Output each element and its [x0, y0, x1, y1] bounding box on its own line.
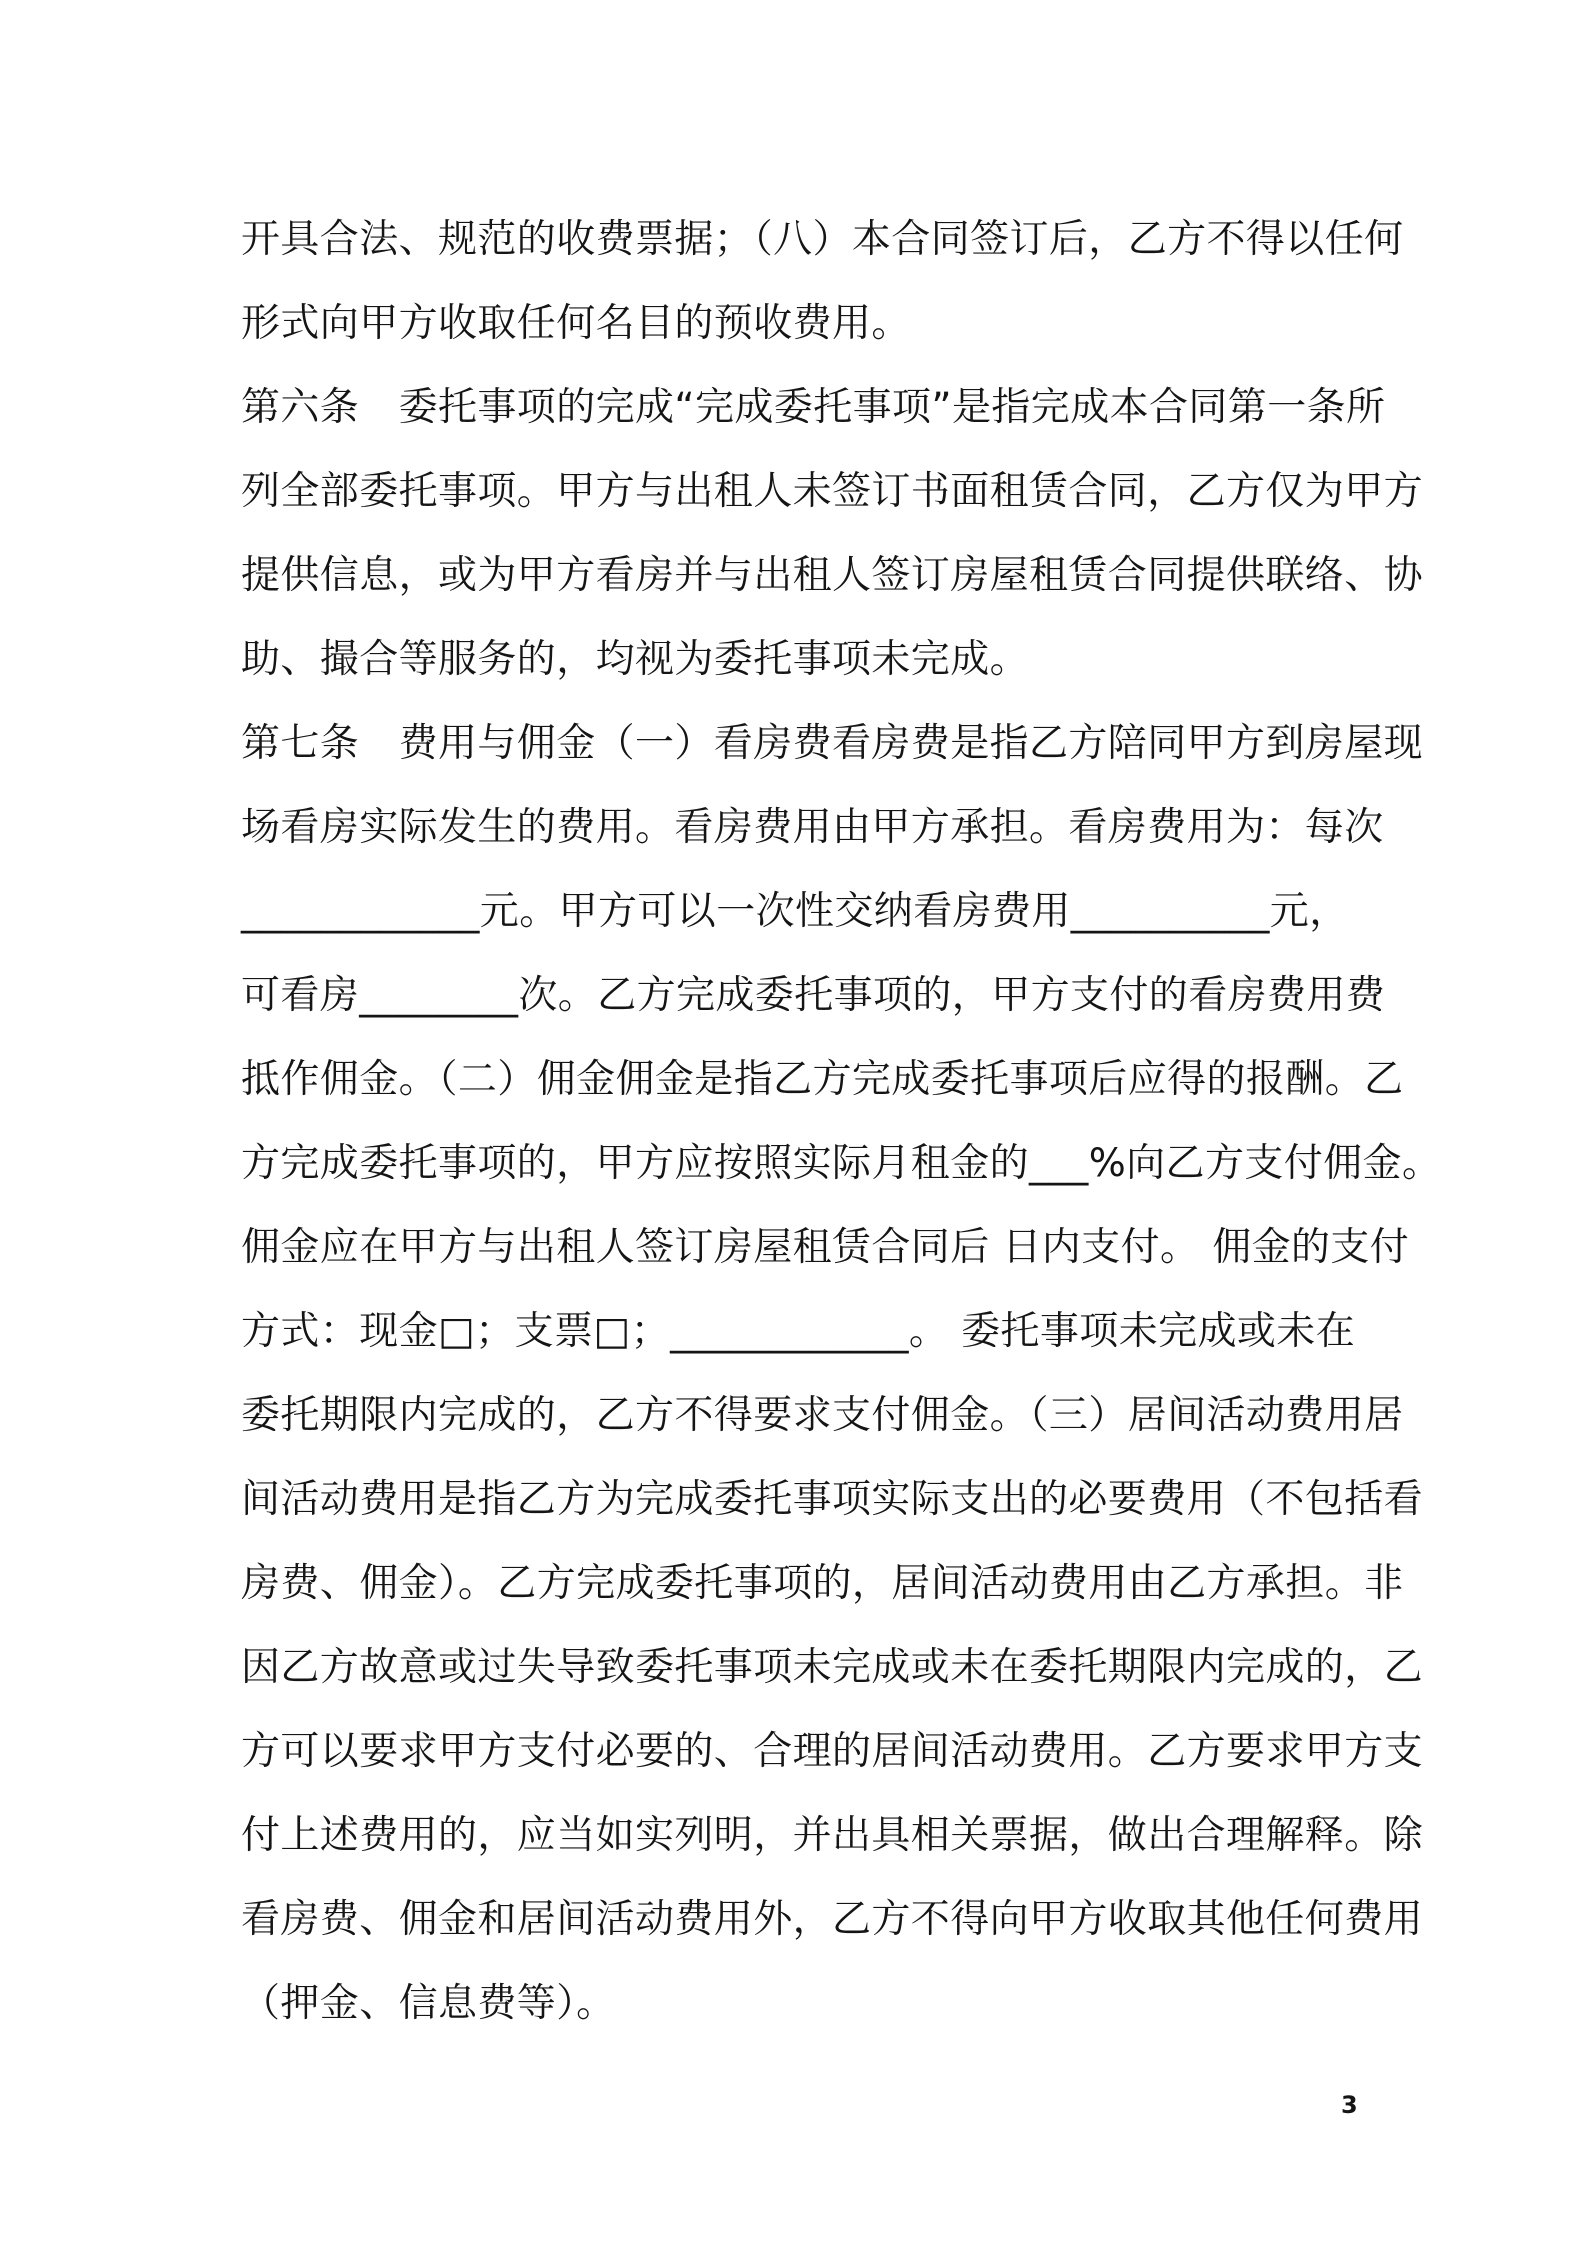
text-line: 形式向甲方收取任何名目的预收费用。	[241, 301, 911, 346]
page-number: 3	[1341, 2091, 1358, 2119]
text-line: 助、撮合等服务的，均视为委托事项未完成。	[241, 637, 1030, 682]
text-line: 因乙方故意或过失导致委托事项未完成或未在委托期限内完成的，乙	[241, 1645, 1424, 1690]
text-line: 房费、佣金）。乙方完成委托事项的，居间活动费用由乙方承担。非	[241, 1561, 1404, 1606]
visit-count-blank-line: 可看房________次。乙方完成委托事项的，甲方支付的看房费用费	[241, 973, 1386, 1018]
article-6-heading-line: 第六条 委托事项的完成“完成委托事项”是指完成本合同第一条所	[241, 385, 1386, 430]
fee-blank-line: ____________元。甲方可以一次性交纳看房费用__________元，	[241, 889, 1349, 934]
text-line: 佣金应在甲方与出租人签订房屋租赁合同后 日内支付。 佣金的支付	[241, 1225, 1410, 1270]
commission-rate-line: 方完成委托事项的，甲方应按照实际月租金的___%向乙方支付佣金。	[241, 1141, 1442, 1186]
text-line: 提供信息，或为甲方看房并与出租人签订房屋租赁合同提供联络、协	[241, 553, 1424, 598]
text-line: 看房费、佣金和居间活动费用外，乙方不得向甲方收取其他任何费用	[241, 1897, 1424, 1942]
text-line: 付上述费用的，应当如实列明，并出具相关票据，做出合理解释。除	[241, 1813, 1424, 1858]
text-line: 间活动费用是指乙方为完成委托事项实际支出的必要费用（不包括看	[241, 1477, 1424, 1522]
text-line: 抵作佣金。（二）佣金佣金是指乙方完成委托事项后应得的报酬。乙	[241, 1057, 1404, 1102]
article-7-heading-line: 第七条 费用与佣金（一）看房费看房费是指乙方陪同甲方到房屋现	[241, 721, 1424, 766]
text-line: 委托期限内完成的，乙方不得要求支付佣金。（三）居间活动费用居	[241, 1393, 1404, 1438]
text-line: 开具合法、规范的收费票据；（八）本合同签订后，乙方不得以任何	[241, 217, 1404, 262]
text-line: 场看房实际发生的费用。看房费用由甲方承担。看房费用为：每次	[241, 805, 1384, 850]
text-line: 列全部委托事项。甲方与出租人未签订书面租赁合同，乙方仅为甲方	[241, 469, 1424, 514]
text-line: （押金、信息费等）。	[241, 1981, 616, 2026]
payment-method-line: 方式：现金□；支票□；____________。 委托事项未完成或未在	[241, 1309, 1356, 1354]
contract-body	[241, 198, 1442, 2046]
text-line: 方可以要求甲方支付必要的、合理的居间活动费用。乙方要求甲方支	[241, 1729, 1424, 1774]
